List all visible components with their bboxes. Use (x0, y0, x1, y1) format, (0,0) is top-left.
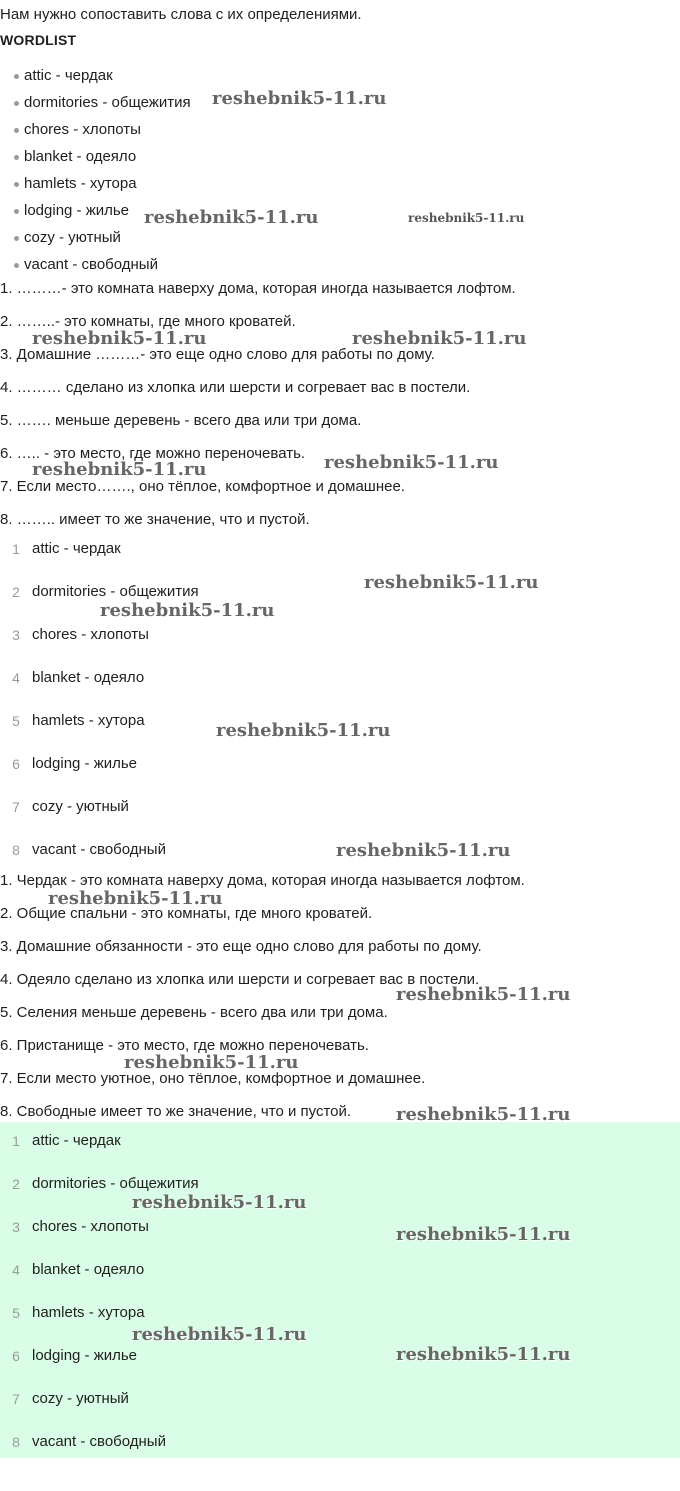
item-text: cozy - уютный (32, 798, 129, 815)
wordlist-item: dormitories - общежития (14, 93, 191, 120)
item-number: 6 (12, 1348, 20, 1364)
numbered-item (0, 625, 680, 668)
item-number: 2 (12, 584, 20, 600)
task-sentence: 1. ………- это комната наверху дома, которая иногда называется лофтом. (0, 280, 516, 297)
watermark: reshebnik5-11.ru (132, 1192, 307, 1213)
numbered-item (0, 1432, 680, 1475)
item-text: chores - хлопоты (32, 626, 149, 643)
item-number: 4 (12, 1262, 20, 1278)
item-number: 5 (12, 713, 20, 729)
wordlist-item: lodging - жилье (14, 201, 191, 228)
item-text: attic - чердак (32, 1132, 121, 1149)
watermark: reshebnik5-11.ru (396, 984, 571, 1005)
task-sentences (0, 279, 516, 543)
watermark: reshebnik5-11.ru (124, 1052, 299, 1073)
numbered-item (0, 668, 680, 711)
task-sentence: 8. …….. имеет то же значение, что и пустой. (0, 511, 310, 528)
wordlist-heading: WORDLIST (0, 32, 77, 48)
watermark: reshebnik5-11.ru (336, 840, 511, 861)
numbered-item (0, 754, 680, 797)
item-number: 1 (12, 541, 20, 557)
item-number: 8 (12, 1434, 20, 1450)
numbered-item (0, 1303, 680, 1346)
item-text: hamlets - хутора (32, 712, 145, 729)
answer-sentence: 2. Общие спальни - это комнаты, где много кроватей. (0, 905, 373, 922)
item-text: attic - чердак (32, 540, 121, 557)
item-text: chores - хлопоты (32, 1218, 149, 1235)
item-text: dormitories - общежития (32, 1175, 199, 1192)
numbered-item (0, 1260, 680, 1303)
wordlist-item: cozy - уютный (14, 228, 191, 255)
item-text: vacant - свободный (32, 1433, 166, 1450)
numbered-item (0, 1174, 680, 1217)
wordlist-item: blanket - одеяло (14, 147, 191, 174)
task-sentence: 4. ……… сделано из хлопка или шерсти и согревает вас в постели. (0, 379, 471, 396)
watermark: reshebnik5-11.ru (100, 600, 275, 621)
answer-sentence: 7. Если место уютное, оно тёплое, комфортное и домашнее. (0, 1070, 426, 1087)
wordlist-item: chores - хлопоты (14, 120, 191, 147)
numbered-item (0, 1217, 680, 1260)
item-text: vacant - свободный (32, 841, 166, 858)
intro-text: Нам нужно сопоставить слова с их определениями. (0, 6, 362, 23)
answer-sentence: 5. Селения меньше деревень - всего два или три дома. (0, 1004, 388, 1021)
watermark: reshebnik5-11.ru (396, 1224, 571, 1245)
watermark: reshebnik5-11.ru (212, 88, 387, 109)
task-sentence: 2. ……..- это комнаты, где много кроватей. (0, 313, 296, 330)
watermark: reshebnik5-11.ru (32, 459, 207, 480)
item-number: 2 (12, 1176, 20, 1192)
item-text: hamlets - хутора (32, 1304, 145, 1321)
item-text: blanket - одеяло (32, 1261, 145, 1278)
item-number: 5 (12, 1305, 20, 1321)
task-sentence: 5. ……. меньше деревень - всего два или три дома. (0, 412, 362, 429)
item-text: cozy - уютный (32, 1390, 129, 1407)
item-number: 6 (12, 756, 20, 772)
watermark: reshebnik5-11.ru (144, 207, 319, 228)
wordlist-item: vacant - свободный (14, 255, 191, 282)
numbered-item (0, 1346, 680, 1389)
wordlist-item: hamlets - хутора (14, 174, 191, 201)
watermark: reshebnik5-11.ru (396, 1104, 571, 1125)
answer-sentence: 1. Чердак - это комната наверху дома, которая иногда называется лофтом. (0, 872, 525, 889)
task-sentence: 3. Домашние ………- это еще одно слово для работы по дому. (0, 346, 435, 363)
watermark: reshebnik5-11.ru (324, 452, 499, 473)
item-text: blanket - одеяло (32, 669, 145, 686)
item-text: dormitories - общежития (32, 583, 199, 600)
numbered-word-list (0, 539, 680, 883)
answer-sentence: 6. Пристанище - это место, где можно переночевать. (0, 1037, 369, 1054)
watermark: reshebnik5-11.ru (216, 720, 391, 741)
item-text: lodging - жилье (32, 1347, 138, 1364)
item-number: 7 (12, 799, 20, 815)
item-number: 1 (12, 1133, 20, 1149)
watermark: reshebnik5-11.ru (48, 888, 223, 909)
wordlist-item: attic - чердак (14, 66, 191, 93)
watermark: reshebnik5-11.ru (132, 1324, 307, 1345)
highlighted-word-list (0, 1131, 680, 1475)
numbered-item (0, 797, 680, 840)
answer-sentence: 3. Домашние обязанности - это еще одно слово для работы по дому. (0, 938, 482, 955)
watermark: reshebnik5-11.ru (352, 328, 527, 349)
answer-sentence: 4. Одеяло сделано из хлопка или шерсти и согревает вас в постели. (0, 971, 480, 988)
item-text: lodging - жилье (32, 755, 138, 772)
item-number: 3 (12, 627, 20, 643)
watermark: reshebnik5-11.ru (32, 328, 207, 349)
numbered-item (0, 539, 680, 582)
item-number: 8 (12, 842, 20, 858)
task-sentence: 6. ….. - это место, где можно переночевать. (0, 445, 306, 462)
numbered-item (0, 1131, 680, 1174)
wordlist (14, 66, 191, 282)
task-sentence: 7. Если место……., оно тёплое, комфортное и домашнее. (0, 478, 405, 495)
answer-sentence: 8. Свободные имеет то же значение, что и пустой. (0, 1103, 352, 1120)
item-number: 3 (12, 1219, 20, 1235)
watermark: reshebnik5-11.ru (364, 572, 539, 593)
item-number: 7 (12, 1391, 20, 1407)
watermark: reshebnik5-11.ru (408, 211, 525, 225)
numbered-item (0, 1389, 680, 1432)
item-number: 4 (12, 670, 20, 686)
watermark: reshebnik5-11.ru (396, 1344, 571, 1365)
